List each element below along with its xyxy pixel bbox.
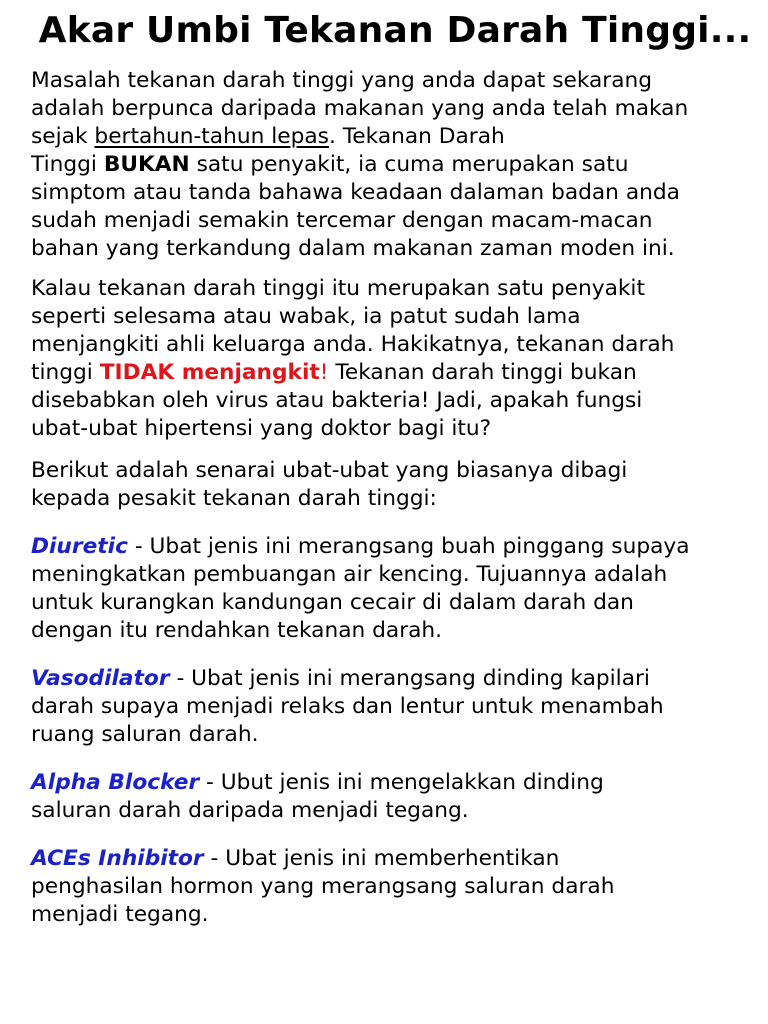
text-line: ubat-ubat hipertensi yang doktor bagi itu? bbox=[31, 416, 492, 441]
paragraph-intro bbox=[31, 67, 766, 263]
text-line: menjadi tegang. bbox=[31, 902, 209, 927]
text-span: - Ubat jenis ini merangsang dinding kapilari bbox=[169, 666, 650, 691]
text-span: Tekanan darah tinggi bukan bbox=[328, 360, 637, 385]
text-line: saluran darah daripada menjadi tegang. bbox=[31, 798, 469, 823]
drug-entry-vasodilator bbox=[31, 665, 766, 749]
text-span: Tinggi bbox=[31, 152, 104, 177]
text-line bbox=[31, 769, 766, 797]
text-line: kepada pesakit tekanan darah tinggi: bbox=[31, 486, 437, 511]
drug-entry-aces-inhibitor bbox=[31, 845, 766, 929]
text-line: seperti selesama atau wabak, ia patut sudah lama bbox=[31, 304, 581, 329]
text-line bbox=[31, 665, 766, 693]
text-line: sudah menjadi semakin tercemar dengan macam-macan bbox=[31, 208, 653, 233]
paragraph-list-intro bbox=[31, 457, 766, 513]
drug-name: ACEs Inhibitor bbox=[31, 846, 204, 871]
text-line: penghasilan hormon yang merangsang saluran darah bbox=[31, 874, 615, 899]
text-line bbox=[31, 151, 766, 179]
text-line bbox=[31, 533, 766, 561]
text-line: menjangkiti ahli keluarga anda. Hakikatnya, tekanan darah bbox=[31, 332, 675, 357]
text-span: - Ubat jenis ini merangsang buah pinggang supaya bbox=[127, 534, 690, 559]
text-line: dengan itu rendahkan tekanan darah. bbox=[31, 618, 443, 643]
text-line: bahan yang terkandung dalam makanan zaman moden ini. bbox=[31, 236, 675, 261]
text-line: adalah berpunca daripada makanan yang anda telah makan bbox=[31, 96, 689, 121]
text-span: - Ubut jenis ini mengelakkan dinding bbox=[199, 770, 604, 795]
text-line: Berikut adalah senarai ubat-ubat yang biasanya dibagi bbox=[31, 458, 628, 483]
red-emphasis: TIDAK menjangkit bbox=[99, 360, 320, 385]
drug-name: Vasodilator bbox=[31, 666, 170, 691]
drug-name: Alpha Blocker bbox=[31, 770, 200, 795]
text-span: sejak bbox=[31, 124, 95, 149]
text-span: satu penyakit, ia cuma merupakan satu bbox=[189, 152, 629, 177]
text-line bbox=[31, 359, 766, 387]
text-line: simptom atau tanda bahawa keadaan dalaman badan anda bbox=[31, 180, 680, 205]
text-span: - Ubat jenis ini memberhentikan bbox=[203, 846, 560, 871]
red-exclamation: ! bbox=[319, 360, 329, 385]
document-body bbox=[31, 67, 766, 929]
text-line: untuk kurangkan kandungan cecair di dalam darah dan bbox=[31, 590, 634, 615]
text-line: Kalau tekanan darah tinggi itu merupakan satu penyakit bbox=[31, 276, 645, 301]
underlined-phrase: bertahun-tahun lepas bbox=[94, 124, 329, 149]
drug-entry-diuretic bbox=[31, 533, 766, 645]
text-line: ruang saluran darah. bbox=[31, 722, 259, 747]
drug-entry-alpha-blocker bbox=[31, 769, 766, 825]
text-line bbox=[31, 845, 766, 873]
drug-name: Diuretic bbox=[31, 534, 128, 559]
paragraph-not-contagious bbox=[31, 275, 766, 443]
bold-emphasis: BUKAN bbox=[103, 152, 190, 177]
text-line bbox=[31, 123, 766, 151]
text-span: tinggi bbox=[31, 360, 100, 385]
text-line: Masalah tekanan darah tinggi yang anda dapat sekarang bbox=[31, 68, 653, 93]
text-line: darah supaya menjadi relaks dan lentur untuk menambah bbox=[31, 694, 664, 719]
text-line: disebabkan oleh virus atau bakteria! Jadi, apakah fungsi bbox=[31, 388, 643, 413]
text-line: meningkatkan pembuangan air kencing. Tujuannya adalah bbox=[31, 562, 668, 587]
page-title: Akar Umbi Tekanan Darah Tinggi... bbox=[38, 10, 752, 51]
text-span: . Tekanan Darah bbox=[328, 124, 505, 149]
